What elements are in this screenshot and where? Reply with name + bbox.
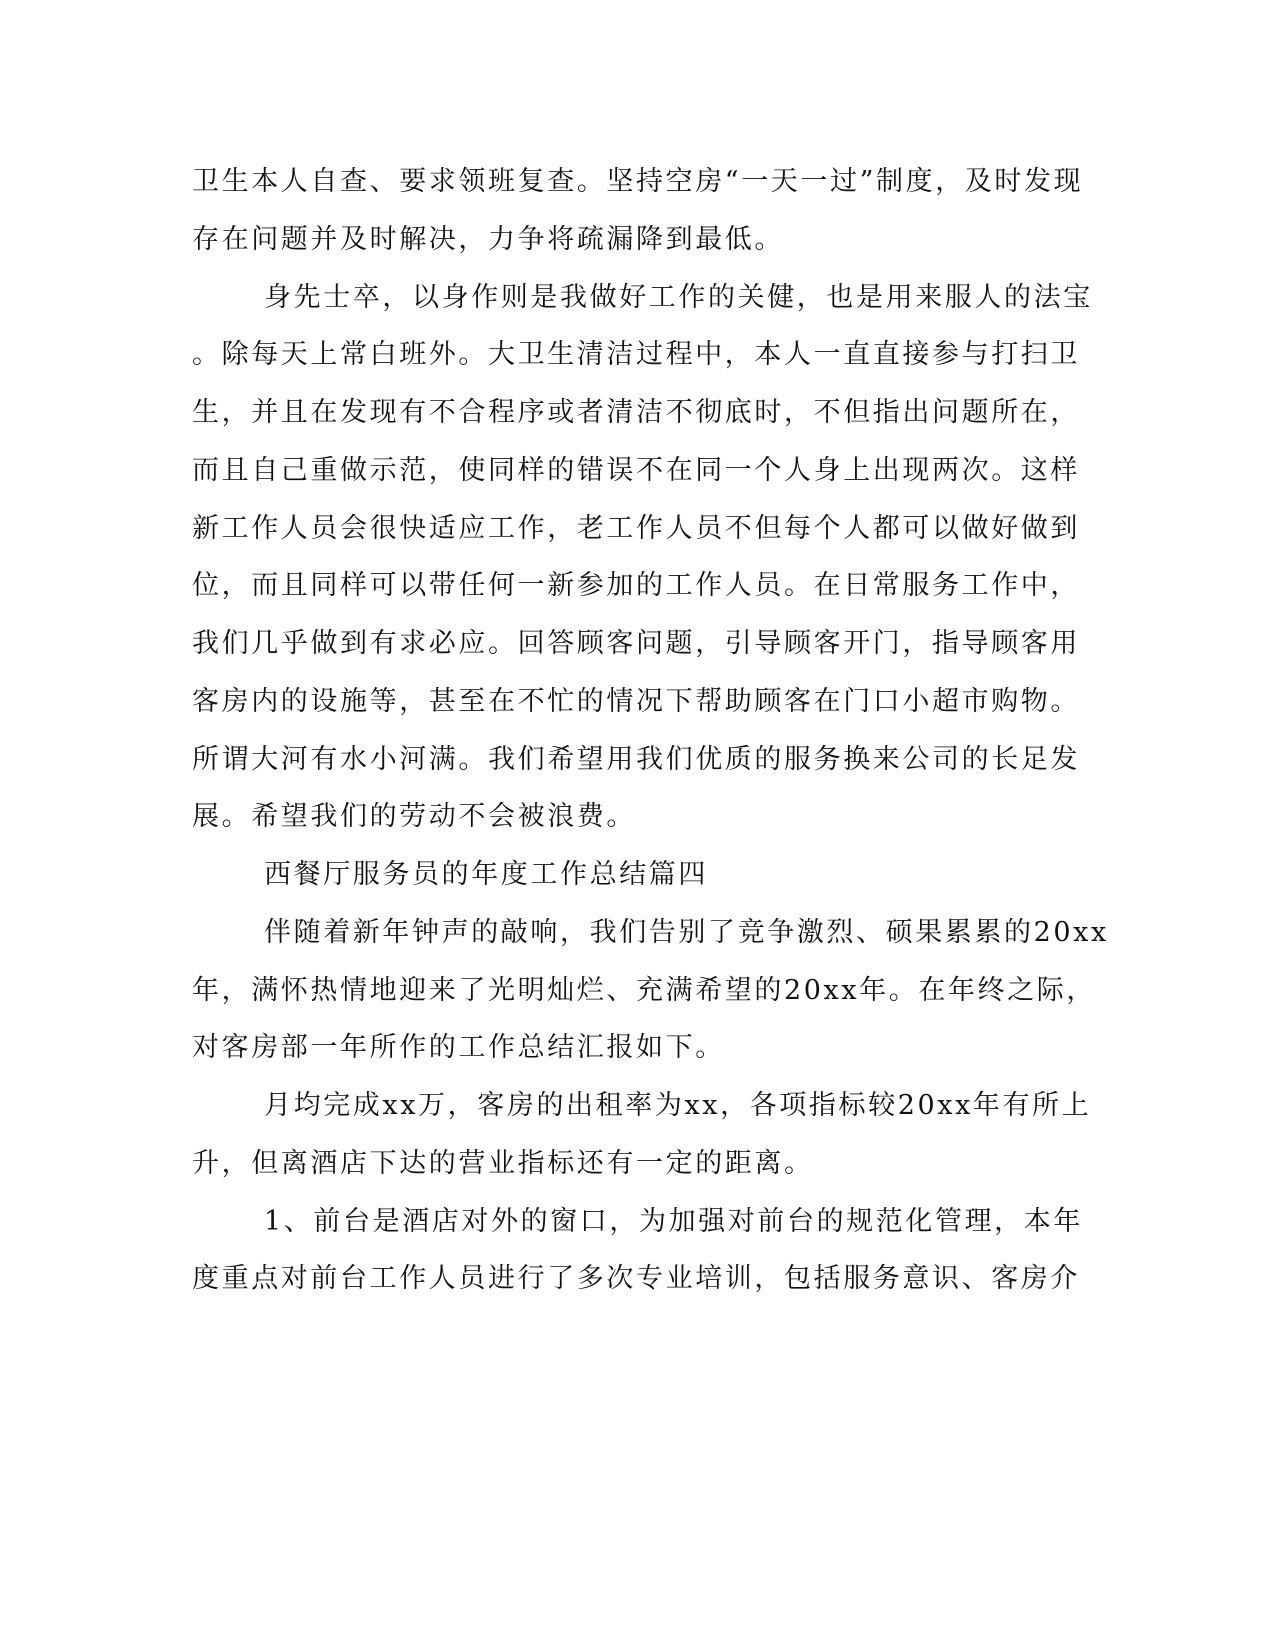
- text-line: 新工作人员会很快适应工作，老工作人员不但每个人都可以做好做到: [192, 513, 1080, 544]
- text-line: 卫生本人自查、要求领班复查。坚持空房“一天一过”制度，及时发现: [192, 166, 1084, 197]
- text-line: 所谓大河有水小河满。我们希望用我们优质的服务换来公司的长足发: [192, 744, 1080, 775]
- text-line: 客房内的设施等，甚至在不忙的情况下帮助顾客在门口小超市购物。: [192, 686, 1080, 717]
- text-line: 我们几乎做到有求必应。回答顾客问题，引导顾客开门，指导顾客用: [192, 628, 1080, 659]
- paragraph-start-line: 伴随着新年钟声的敲响，我们告别了竞争激烈、硕果累累的20xx: [264, 917, 1109, 948]
- text-line: 年，满怀热情地迎来了光明灿烂、充满希望的20xx年。在年终之际，: [192, 975, 1097, 1006]
- text-line: 。除每天上常白班外。大卫生清洁过程中，本人一直直接参与打扫卫: [192, 339, 1080, 370]
- text-line: 而且自己重做示范，使同样的错误不在同一个人身上出现两次。这样: [192, 455, 1080, 486]
- paragraph-start-line: 1、前台是酒店对外的窗口，为加强对前台的规范化管理，本年: [264, 1206, 1083, 1237]
- text-line: 位，而且同样可以带任何一新参加的工作人员。在日常服务工作中，: [192, 570, 1080, 601]
- text-line: 升，但离酒店下达的营业指标还有一定的距离。: [192, 1148, 814, 1179]
- text-line: 生，并且在发现有不合程序或者清洁不彻底时，不但指出问题所在，: [192, 397, 1080, 428]
- section-heading: 西餐厅服务员的年度工作总结篇四: [264, 859, 708, 890]
- paragraph-start-line: 身先士卒，以身作则是我做好工作的关健，也是用来服人的法宝: [264, 282, 1093, 313]
- paragraph-start-line: 月均完成xx万，客房的出租率为xx，各项指标较20xx年有所上: [264, 1090, 1092, 1121]
- text-line: 存在问题并及时解决，力争将疏漏降到最低。: [192, 224, 784, 255]
- text-line: 展。希望我们的劳动不会被浪费。: [192, 801, 636, 832]
- text-line: 对客房部一年所作的工作总结汇报如下。: [192, 1032, 725, 1063]
- text-line: 度重点对前台工作人员进行了多次专业培训，包括服务意识、客房介: [192, 1263, 1080, 1294]
